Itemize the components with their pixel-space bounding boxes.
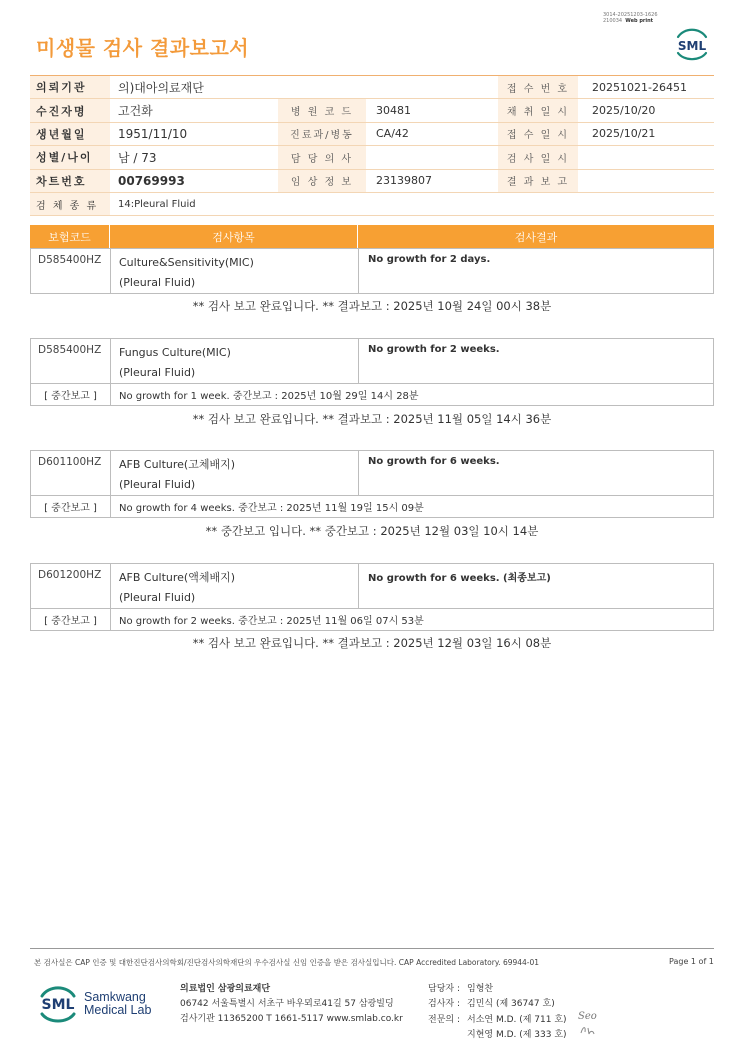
patient-info-table xyxy=(30,75,714,216)
info-value: 23139807 xyxy=(376,174,432,188)
report-status: ** 검사 보고 완료입니다. ** 결과보고 : 2025년 10월 24일 00시 38분 xyxy=(192,299,552,313)
info-row xyxy=(30,123,714,146)
info-label: 성별/나이 xyxy=(30,146,110,168)
results-header xyxy=(30,225,714,248)
interim-label: [ 중간보고 ] xyxy=(31,609,111,630)
info-value: 의)대아의료재단 xyxy=(118,80,204,95)
test-specimen: (Pleural Fluid) xyxy=(119,276,196,289)
report-title: 미생물 검사 결과보고서 xyxy=(36,36,250,60)
test-code: D585400HZ xyxy=(31,339,111,383)
info-label: 접 수 번 호 xyxy=(498,76,578,98)
info-row xyxy=(30,170,714,193)
print-meta xyxy=(603,12,683,24)
staff-name: 김민식 (제 36747 호) xyxy=(467,999,555,1010)
test-result: No growth for 2 weeks. xyxy=(368,344,500,355)
info-row xyxy=(30,146,714,169)
info-row xyxy=(30,76,714,99)
web-print-label: Web print xyxy=(625,18,654,24)
info-label: 채 취 일 시 xyxy=(498,99,578,121)
info-value: 남 / 73 xyxy=(118,150,157,165)
test-code: D585400HZ xyxy=(31,249,111,293)
info-value xyxy=(366,146,498,168)
interim-text: No growth for 4 weeks. 중간보고 : 2025년 11월 19일 15시 09분 xyxy=(119,503,424,514)
interim-text: No growth for 2 weeks. 중간보고 : 2025년 11월 06일 07시 53분 xyxy=(119,616,424,627)
test-code: D601200HZ xyxy=(31,564,111,608)
interim-label: [ 중간보고 ] xyxy=(31,384,111,405)
staff-role: 담당자 : xyxy=(428,984,460,994)
interim-text: No growth for 1 week. 중간보고 : 2025년 10월 29일 14시 28분 xyxy=(119,391,419,402)
samkwang-logo xyxy=(36,982,151,1026)
info-label: 검 사 일 시 xyxy=(498,146,578,168)
info-label: 담 당 의 사 xyxy=(278,146,366,168)
signature-mark: Seo xyxy=(578,1011,597,1022)
info-label: 진료과/병동 xyxy=(278,123,366,145)
staff-name: 지현영 M.D. (제 333 호) xyxy=(467,1029,567,1040)
staff-name: 서소연 M.D. (제 711 호) xyxy=(467,1014,567,1025)
test-result: No growth for 2 days. xyxy=(368,254,491,265)
org-info xyxy=(180,982,403,1027)
info-value: 고건화 xyxy=(118,104,153,119)
staff-role: 검사자 : xyxy=(428,999,460,1010)
report-status: ** 검사 보고 완료입니다. ** 결과보고 : 2025년 12월 03일 16시 08분 xyxy=(192,636,552,650)
staff-role: 전문의 : xyxy=(428,1014,460,1025)
org-contact: 검사기관 11365200 T 1661-5117 www.smlab.co.kr xyxy=(180,1014,403,1024)
sml-mark-icon xyxy=(36,982,80,1026)
report-status: ** 검사 보고 완료입니다. ** 결과보고 : 2025년 11월 05일 14시 36분 xyxy=(192,412,552,426)
header-code: 보험코드 xyxy=(30,225,110,248)
header-result: 검사결과 xyxy=(514,230,558,244)
test-specimen: (Pleural Fluid) xyxy=(119,366,196,379)
page-number: Page 1 of 1 xyxy=(669,957,714,966)
interim-label: [ 중간보고 ] xyxy=(31,496,111,517)
info-value: 00769993 xyxy=(118,173,185,188)
cap-note: 본 검사실은 CAP 인증 및 대한진단검사의학회/진단검사의학재단의 우수검사실 신임 인증을 받은 검사실입니다. CAP Accredited Laboratory. 69944-01 xyxy=(34,958,540,967)
info-label: 접 수 일 시 xyxy=(498,123,578,145)
header-item: 검사항목 xyxy=(110,225,358,248)
info-value: 14:Pleural Fluid xyxy=(118,198,196,210)
print-code: 210034 xyxy=(603,18,623,24)
report-status: ** 중간보고 입니다. ** 중간보고 : 2025년 12월 03일 10시 14분 xyxy=(205,524,539,538)
test-specimen: (Pleural Fluid) xyxy=(119,478,196,491)
info-row xyxy=(30,193,714,216)
test-name: Fungus Culture(MIC) xyxy=(119,346,231,359)
info-value xyxy=(578,146,714,168)
test-result: No growth for 6 weeks. xyxy=(368,456,500,467)
test-block xyxy=(30,450,714,518)
info-value xyxy=(578,170,714,192)
test-name: Culture&Sensitivity(MIC) xyxy=(119,256,254,269)
info-label: 의뢰기관 xyxy=(30,76,110,98)
signature-scribble-icon xyxy=(578,1024,598,1036)
svg-text:SML: SML xyxy=(41,997,75,1013)
info-value: 2025/10/21 xyxy=(592,127,656,141)
info-value: 20251021-26451 xyxy=(592,80,687,94)
staff-role xyxy=(428,1028,467,1043)
info-label: 임 상 정 보 xyxy=(278,170,366,192)
signature xyxy=(578,1010,598,1041)
sml-logo xyxy=(672,27,712,61)
info-label: 결 과 보 고 xyxy=(498,170,578,192)
staff-name: 임형찬 xyxy=(467,984,494,994)
test-name: AFB Culture(액체배지) xyxy=(119,571,236,584)
info-label: 수진자명 xyxy=(30,99,110,121)
staff-info xyxy=(428,982,567,1043)
info-value: 1951/11/10 xyxy=(118,126,188,141)
footer-divider xyxy=(30,948,714,949)
info-row xyxy=(30,99,714,122)
info-label: 병 원 코 드 xyxy=(278,99,366,121)
test-code: D601100HZ xyxy=(31,451,111,495)
test-specimen: (Pleural Fluid) xyxy=(119,591,196,604)
org-address: 06742 서울특별시 서초구 바우뫼로41길 57 삼광빌딩 xyxy=(180,999,394,1009)
test-result: No growth for 6 weeks. (최종보고) xyxy=(368,573,551,584)
print-id: 3014-20251203-1626 xyxy=(603,12,658,18)
info-label: 검 체 종 류 xyxy=(30,193,110,215)
svg-text:SML: SML xyxy=(677,39,707,53)
info-label: 생년월일 xyxy=(30,123,110,145)
info-value: CA/42 xyxy=(376,127,409,141)
info-value: 2025/10/20 xyxy=(592,104,656,118)
logo-name-line2: Medical Lab xyxy=(84,1003,152,1017)
test-block xyxy=(30,338,714,406)
test-block xyxy=(30,248,714,294)
info-value: 30481 xyxy=(376,104,411,118)
test-block xyxy=(30,563,714,631)
org-name: 의료법인 삼광의료재단 xyxy=(180,984,271,994)
info-label: 차트번호 xyxy=(30,170,110,192)
test-name: AFB Culture(고체배지) xyxy=(119,458,236,471)
logo-name-line1: Samkwang xyxy=(84,990,146,1004)
